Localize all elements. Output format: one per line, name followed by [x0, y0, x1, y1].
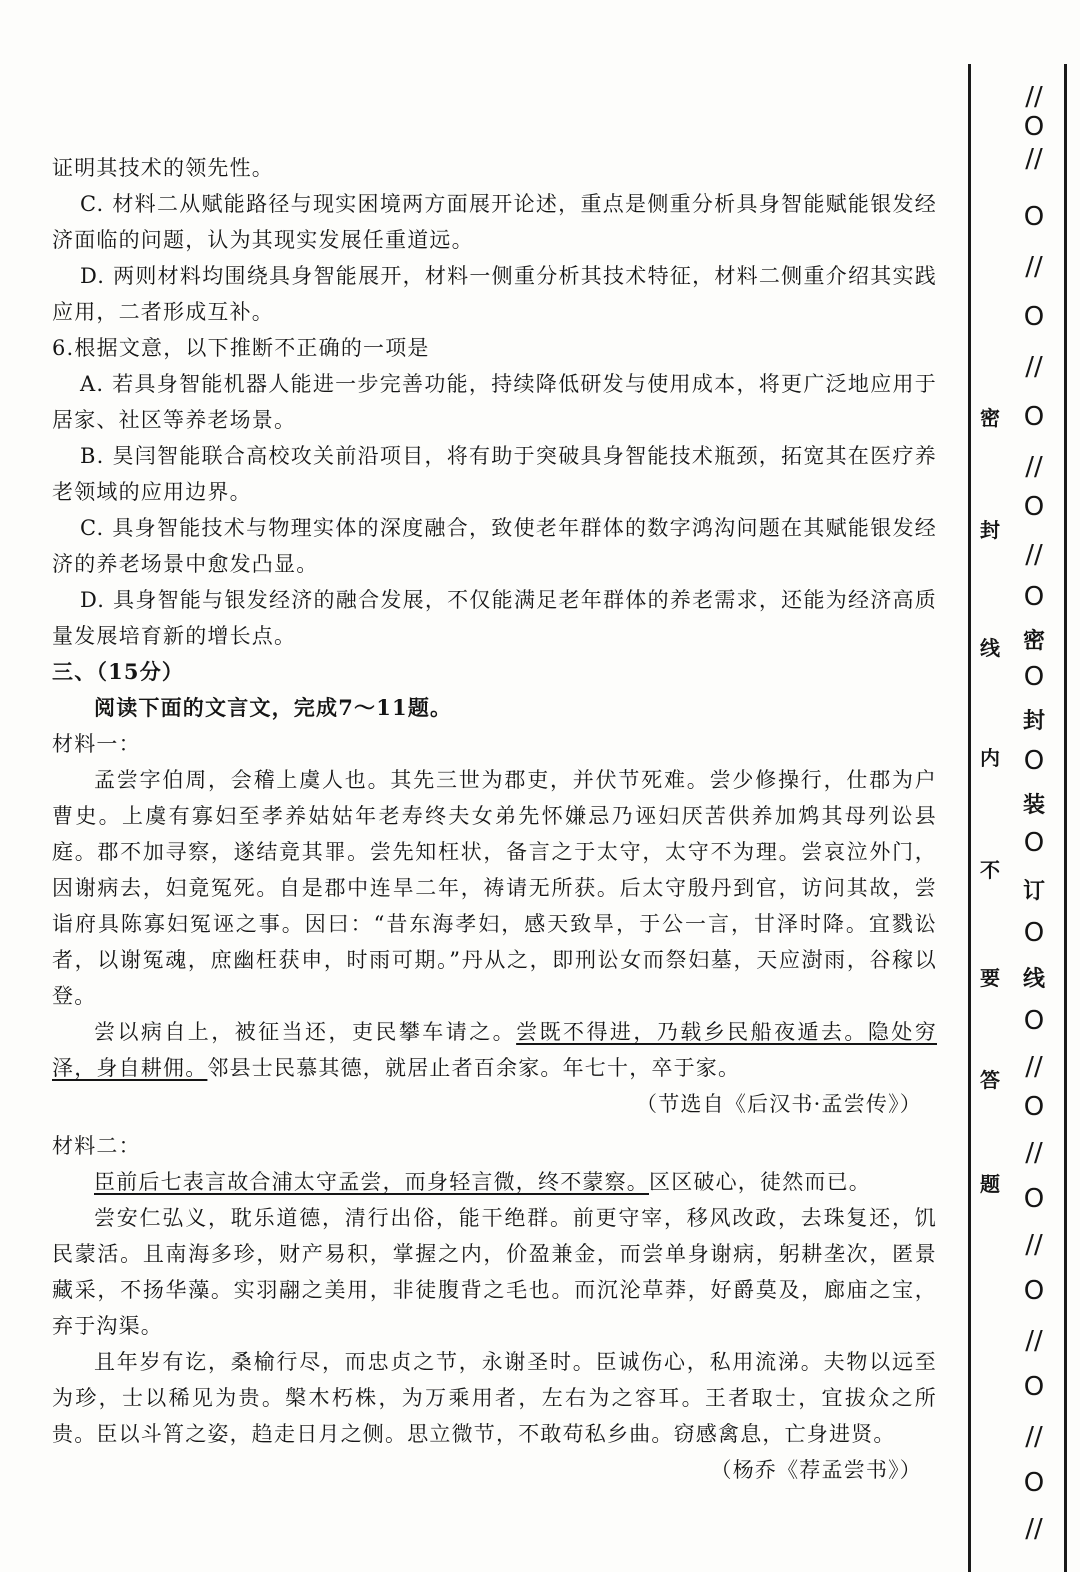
circle-mark: O	[1023, 302, 1045, 332]
option-d-q6: D. 具身智能与银发经济的融合发展，不仅能满足老年群体的养老需求，还能为经济高质量发展培育新的增长点。	[52, 588, 937, 648]
seal-char: 题	[980, 1172, 1000, 1196]
question-6-stem: 6.根据文意，以下推断不正确的一项是	[52, 336, 430, 360]
seal-mark-char: 线	[1022, 966, 1045, 992]
seal-char: 封	[980, 518, 1000, 542]
option-b-q6: B. 昊闫智能联合高校攻关前沿项目，将有助于突破具身智能技术瓶颈，拓宽其在医疗养老领域的应用边界。	[52, 444, 937, 504]
circle-mark: O	[1023, 662, 1045, 692]
material-two-source: （杨乔《荐孟尝书》）	[710, 1458, 922, 1482]
slash-mark: //	[1025, 352, 1043, 382]
seal-char: 答	[980, 1068, 1000, 1092]
option-d-q5: D. 两则材料均围绕具身智能展开，材料一侧重分析其技术特征，材料二侧重介绍其实践应用，二者形成互补。	[52, 264, 937, 324]
seal-char: 要	[980, 966, 1000, 990]
seal-char: 内	[980, 746, 1000, 770]
section-three-heading: 三、（15分）	[52, 659, 185, 684]
circle-mark: O	[1023, 492, 1045, 522]
slash-mark: //	[1025, 144, 1043, 174]
text-span: 邻县士民慕其德，就居止者百余家。年七十，卒于家。	[207, 1056, 741, 1080]
circle-mark: O	[1023, 918, 1045, 948]
seal-mark-char: 封	[1022, 708, 1045, 734]
material-two-paragraph-3: 且年岁有讫，桑榆行尽，而忠贞之节，永谢圣时。臣诚伤心，私用流涕。夫物以远至为珍，士以稀见为贵。槃木朽株，为万乘用者，左右为之容耳。王者取士，宜拔众之所贵。臣以斗筲之姿，趋走日月之侧。思立微节，不敢苟私乡曲。窃感禽息，亡身进贤。	[52, 1350, 937, 1446]
binding-line-right	[1064, 64, 1067, 1572]
slash-mark: //	[1025, 1514, 1043, 1544]
text-span: 区区破心，徒然而已。	[649, 1170, 871, 1194]
circle-mark: O	[1023, 402, 1045, 432]
seal-char: 密	[980, 406, 1000, 430]
material-two-paragraph-2: 尝安仁弘义，耽乐道德，清行出俗，能干绝群。前更守宰，移风改政，去珠复还，饥民蒙活。且南海多珍，财产易积，掌握之内，价盈兼金，而尝单身谢病，躬耕垄次，匿景藏采，不扬华藻。实羽翮之美用，非徒腹背之毛也。而沉沦草莽，好爵莫及，廊庙之宝，弃于沟渠。	[52, 1206, 937, 1338]
paragraph: 证明其技术的领先性。	[52, 156, 274, 180]
slash-mark: //	[1025, 1138, 1043, 1168]
circle-mark: O	[1023, 582, 1045, 612]
material-two-paragraph-1	[52, 1164, 937, 1200]
slash-mark: //	[1025, 1052, 1043, 1082]
slash-mark: //	[1025, 82, 1043, 112]
material-one-source: （节选自《后汉书·孟尝传》）	[636, 1092, 922, 1116]
exam-text-body	[52, 150, 937, 1488]
seal-notice-column	[978, 64, 1008, 1572]
circle-mark: O	[1023, 1468, 1045, 1498]
circle-mark: O	[1023, 1372, 1045, 1402]
slash-mark: //	[1025, 540, 1043, 570]
material-one-label: 材料一：	[52, 732, 141, 756]
underlined-sentence: 臣前后七表言故合浦太守孟尝，而身轻言微，终不蒙察。	[94, 1170, 649, 1194]
circle-mark: O	[1023, 112, 1045, 142]
circle-mark: O	[1023, 1092, 1045, 1122]
seal-char: 线	[980, 636, 1000, 660]
underlined-sentence: 尝既不得进，乃载乡民船夜遁去。隐处穷泽，身自耕佣。	[52, 1020, 937, 1080]
circle-mark: O	[1023, 828, 1045, 858]
cut-line-column	[1014, 64, 1054, 1572]
seal-mark-char: 订	[1022, 878, 1045, 904]
option-c-q5: C. 材料二从赋能路径与现实困境两方面展开论述，重点是侧重分析具身智能赋能银发经济面临的问题，认为其现实发展任重道远。	[52, 192, 937, 252]
seal-mark-char: 密	[1022, 628, 1045, 654]
seal-mark-char: 装	[1022, 792, 1045, 818]
material-two-label: 材料二：	[52, 1134, 141, 1158]
material-one-paragraph-2	[52, 1014, 937, 1086]
slash-mark: //	[1025, 1230, 1043, 1260]
option-a-q6: A. 若具身智能机器人能进一步完善功能，持续降低研发与使用成本，将更广泛地应用于居家、社区等养老场景。	[52, 372, 937, 432]
slash-mark: //	[1025, 1422, 1043, 1452]
slash-mark: //	[1025, 1326, 1043, 1356]
binding-line-left	[968, 64, 971, 1572]
circle-mark: O	[1023, 1184, 1045, 1214]
text-span: 尝以病自上，被征当还，吏民攀车请之。	[94, 1020, 517, 1044]
circle-mark: O	[1023, 1276, 1045, 1306]
slash-mark: //	[1025, 252, 1043, 282]
material-one-paragraph-1: 孟尝字伯周，会稽上虞人也。其先三世为郡吏，并伏节死难。尝少修操行，仕郡为户曹史。上虞有寡妇至孝养姑姑年老寿终夫女弟先怀嫌忌乃诬妇厌苦供养加鸩其母列讼县庭。郡不加寻察，遂结竟其罪。尝先知枉状，备言之于太守，太守不为理。尝哀泣外门，因谢病去，妇竟冤死。自是郡中连旱二年，祷请无所获。后太守殷丹到官，访问其故，尝诣府具陈寡妇冤诬之事。因曰：“昔东海孝妇，感天致旱，于公一言，甘泽时降。宜戮讼者，以谢冤魂，庶幽枉获申，时雨可期。”丹从之，即刑讼女而祭妇墓，天应澍雨，谷稼以登。	[52, 768, 937, 1008]
seal-char: 不	[980, 858, 1000, 882]
option-c-q6: C. 具身智能技术与物理实体的深度融合，致使老年群体的数字鸿沟问题在其赋能银发经济的养老场景中愈发凸显。	[52, 516, 937, 576]
circle-mark: O	[1023, 1006, 1045, 1036]
circle-mark: O	[1023, 202, 1045, 232]
binding-strip	[968, 64, 1080, 1572]
slash-mark: //	[1025, 452, 1043, 482]
circle-mark: O	[1023, 746, 1045, 776]
section-instruction: 阅读下面的文言文，完成7～11题。	[94, 695, 453, 720]
